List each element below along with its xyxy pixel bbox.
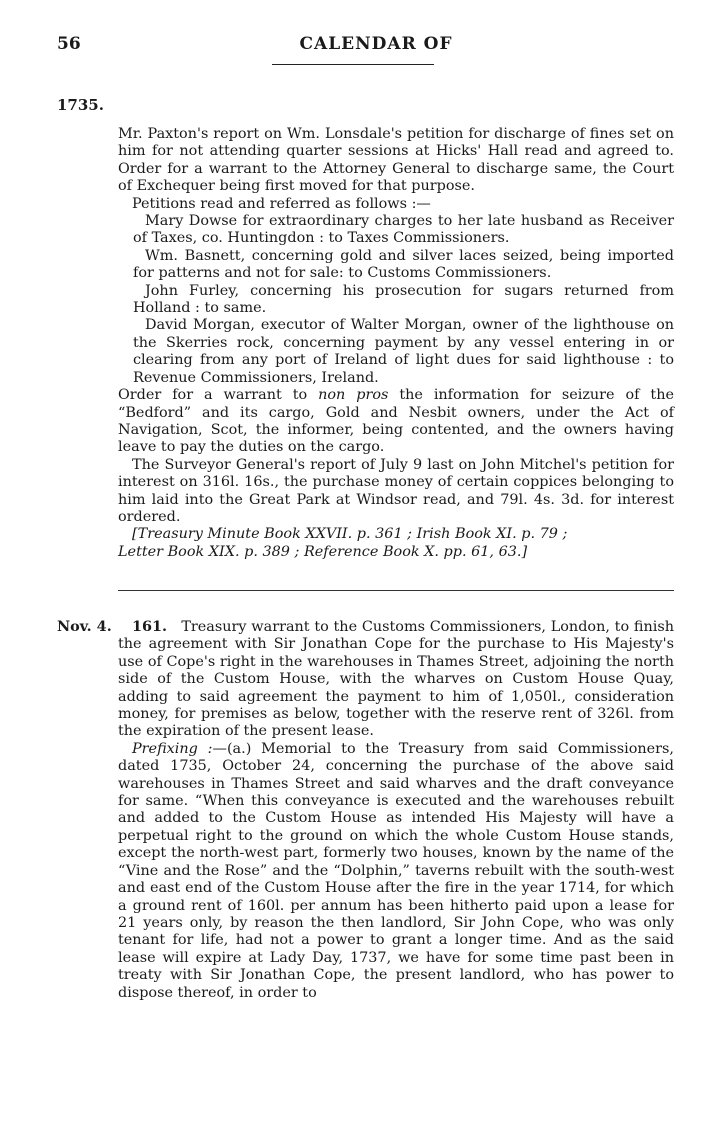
paragraph: The Surveyor General's report of July 9 last on John Mitchel's petition for interest on 316l. 16s., the purchase money of certain coppices belonging to him laid into the Great Park at Windsor read, and 79l. 4s. 3d. for interest ordered. xyxy=(118,456,674,525)
italic-term: non pros xyxy=(318,387,389,404)
paragraph xyxy=(118,387,674,457)
entry-text: Treasury warrant to the Customs Commissioners, London, to finish the agreement with Sir Jonathan Cope for the purchase to His Majesty's use of Cope's right in the warehouses in Thames Street, adjoining the north side of the Custom House, with the wharves on Custom House Quay, adding to said agreement the payment to him of 1,050l., consideration money, for premises as below, together with the reserve rent of 326l. from the expiration of the present lease. xyxy=(118,619,674,740)
reference-line: Letter Book XIX. p. 389 ; Reference Book X. pp. 61, 63.] xyxy=(118,543,528,560)
margin-year: 1735. xyxy=(57,96,104,114)
entry-paragraph xyxy=(118,618,674,741)
section-divider xyxy=(118,590,674,591)
body-block-2 xyxy=(118,618,674,1002)
text-run: Order for a warrant to xyxy=(118,387,319,404)
petition-item: Mary Dowse for extraordinary charges to her late husband as Receiver of Taxes, co. Huntingdon : to Taxes Commissioners. xyxy=(133,213,674,247)
body-block-1 xyxy=(118,126,674,561)
reference-line: [Treasury Minute Book XXVII. p. 361 ; Irish Book XI. p. 79 ; xyxy=(132,526,568,543)
header-rule xyxy=(272,64,434,65)
source-reference xyxy=(118,526,674,543)
prefix-text: —(a.) Memorial to the Treasury from said Commissioners, dated 1735, October 24, concerning the purchase of the above said warehouses in Thames Street and said wharves and the draft conveyance for same. “When this conveyance is executed and the warehouses rebuilt and added to the Custom House as intended His Majesty will have a perpetual right to the ground on which the whole Custom House stands, except the north-west part, formerly two houses, known by the name of the “Vine and the Rose” and the “Dolphin,” taverns rebuilt with the south-west and east end of the Custom House after the fire in the year 1714, for which a ground rent of 160l. per annum has been hitherto paid upon a lease for 21 years only, by reason the then landlord, Sir John Cope, who was only tenant for life, had not a power to grant a longer time. And as the said lease will expire at Lady Day, 1737, we have for some time past been in treaty with Sir Jonathan Cope, the present landlord, who has power to dispose thereof, in order to xyxy=(118,740,674,1001)
prefix-label: Prefixing : xyxy=(132,740,213,757)
petition-item: David Morgan, executor of Walter Morgan, owner of the lighthouse on the Skerries rock, concerning payment by any vessel entering in or clearing from any port of Ireland of light dues for said lighthouse : to Revenue Commissioners, Ireland. xyxy=(133,317,674,386)
paragraph: Petitions read and referred as follows :— xyxy=(132,195,431,212)
entry-number: 161. xyxy=(132,618,168,635)
text-run: the information for seizure of the “Bedford” and its cargo, Gold and Nesbit owners, under the Act of Navigation, Scot, the informer, being contented, and the owners having leave to pay the duties on the cargo. xyxy=(118,387,674,456)
prefix-paragraph xyxy=(118,741,674,1002)
page-number: 56 xyxy=(57,34,81,54)
running-title: CALENDAR OF xyxy=(299,34,453,54)
petition-item: Wm. Basnett, concerning gold and silver laces seized, being imported for patterns and not for sale: to Customs Commissioners. xyxy=(133,247,674,282)
petition-item: John Furley, concerning his prosecution for sugars returned from Holland : to same. xyxy=(133,282,674,317)
paragraph: Mr. Paxton's report on Wm. Lonsdale's petition for discharge of fines set on him for not attending quarter sessions at Hicks' Hall read and agreed to. Order for a warrant to the Attorney General to discharge same, the Court of Exchequer being first moved for that purpose. xyxy=(118,126,674,195)
margin-date: Nov. 4. xyxy=(57,618,112,635)
source-reference xyxy=(118,544,674,561)
